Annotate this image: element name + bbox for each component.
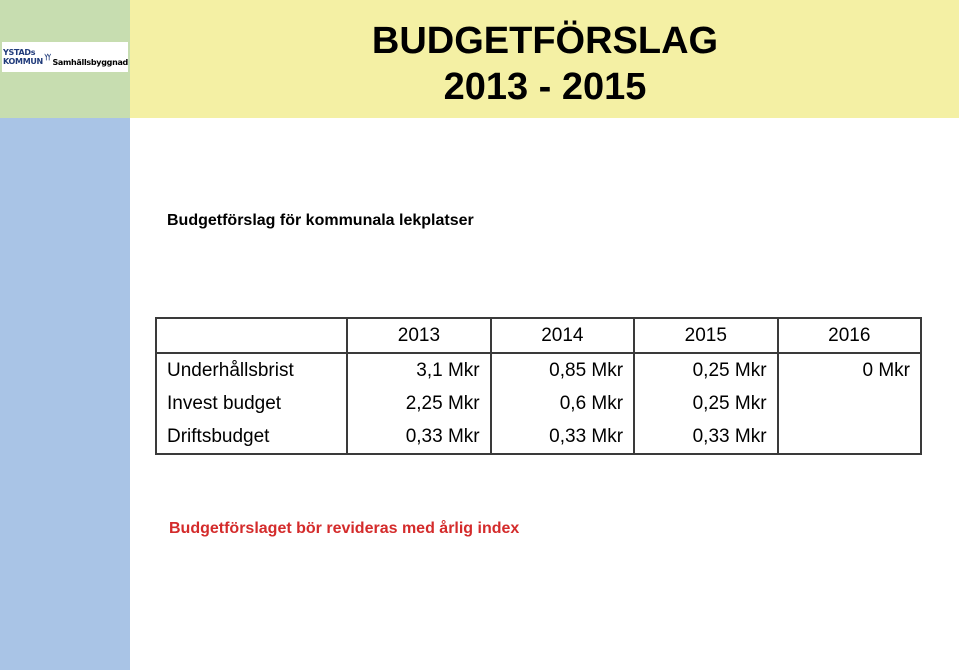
table-cell: 2,25 Mkr — [347, 387, 490, 420]
logo-subtitle: Samhällsbyggnad — [52, 57, 128, 67]
column-header: 2015 — [634, 318, 777, 353]
page-title-line-2: 2013 - 2015 — [443, 66, 647, 108]
table-cell: 0,25 Mkr — [634, 353, 777, 387]
revision-note: Budgetförslaget bör revideras med årlig index — [169, 520, 520, 537]
table-header-row — [156, 318, 921, 353]
table-row — [156, 353, 921, 387]
logo-line-1: YSTADs — [3, 48, 36, 57]
table-cell — [778, 420, 921, 454]
table-cell: 0,33 Mkr — [347, 420, 490, 454]
municipality-logo — [2, 42, 128, 72]
column-header: 2013 — [347, 318, 490, 353]
table-cell: 0 Mkr — [778, 353, 921, 387]
logo-wordmark — [3, 48, 43, 66]
left-strip-blue — [0, 118, 130, 670]
column-header: 2014 — [491, 318, 634, 353]
page-title-line-1: BUDGETFÖRSLAG — [371, 20, 719, 62]
section-subtitle: Budgetförslag för kommunala lekplatser — [167, 212, 474, 229]
budget-table — [155, 317, 922, 455]
table-row — [156, 420, 921, 454]
table-corner-cell — [156, 318, 347, 353]
column-header: 2016 — [778, 318, 921, 353]
table-cell: 0,85 Mkr — [491, 353, 634, 387]
table-cell: 0,33 Mkr — [634, 420, 777, 454]
page-title — [330, 18, 760, 110]
table-cell: 0,25 Mkr — [634, 387, 777, 420]
logo-line-2: KOMMUN — [3, 57, 43, 66]
logo-figures-icon — [44, 44, 51, 70]
row-label: Underhållsbrist — [156, 353, 347, 387]
row-label: Invest budget — [156, 387, 347, 420]
table-cell — [778, 387, 921, 420]
row-label: Driftsbudget — [156, 420, 347, 454]
table-cell: 0,33 Mkr — [491, 420, 634, 454]
table-cell: 3,1 Mkr — [347, 353, 490, 387]
table-cell: 0,6 Mkr — [491, 387, 634, 420]
table-row — [156, 387, 921, 420]
